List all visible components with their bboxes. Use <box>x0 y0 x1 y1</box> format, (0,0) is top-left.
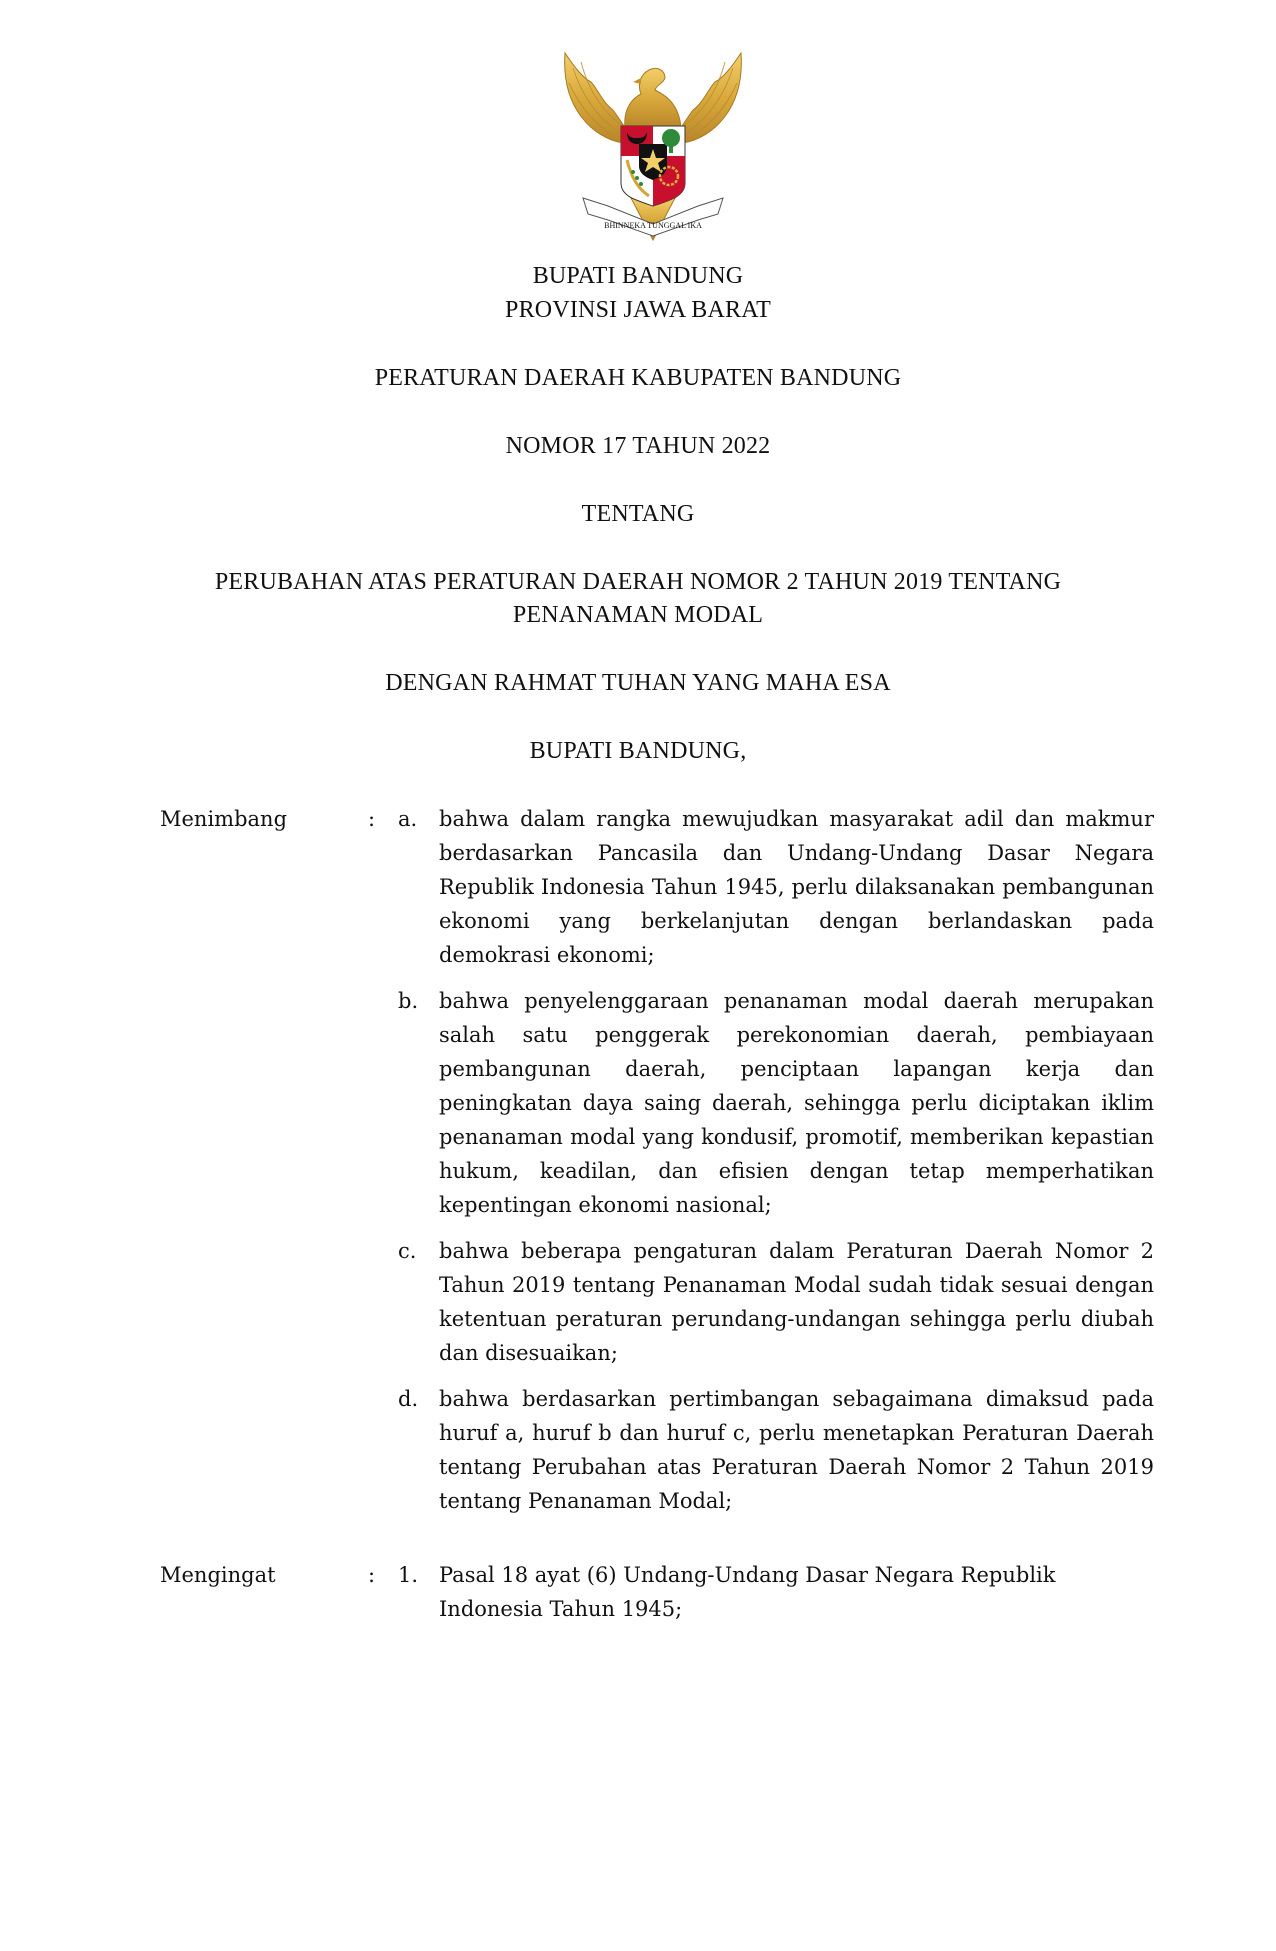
list-marker: c. <box>398 1239 417 1263</box>
mengingat-colon: : <box>368 1563 376 1587</box>
issuer-title: BUPATI BANDUNG <box>532 263 744 289</box>
list-item <box>398 984 1154 1222</box>
province-title: PROVINSI JAWA BARAT <box>505 297 771 323</box>
list-text: Pasal 18 ayat (6) Undang-Undang Dasar Negara Republik Indonesia Tahun 1945; <box>439 1563 1056 1621</box>
menimbang-section <box>160 802 1154 1530</box>
mengingat-list <box>398 1558 1154 1638</box>
mengingat-label: Mengingat <box>160 1563 276 1587</box>
mengingat-section <box>160 1558 1154 1638</box>
list-text: bahwa berdasarkan pertimbangan sebagaimana dimaksud pada huruf a, huruf b dan huruf c, perlu menetapkan Peraturan Daerah tentang Perubahan atas Peraturan Daerah Nomor 2 Tahun 2019 tentang Penanaman Modal; <box>439 1387 1154 1513</box>
blessing-heading: DENGAN RAHMAT TUHAN YANG MAHA ESA <box>385 670 891 696</box>
regulation-number: NOMOR 17 TAHUN 2022 <box>505 433 771 459</box>
list-text: bahwa penyelenggaraan penanaman modal daerah merupakan salah satu penggerak perekonomian daerah, pembiayaan pembangunan daerah, penciptaan lapangan kerja dan peningkatan daya saing daerah, sehingga perlu diciptakan iklim penanaman modal yang kondusif, promotif, memberikan kepastian hukum, keadilan, dan efisien dengan tetap memperhatikan kepentingan ekonomi nasional; <box>439 989 1154 1217</box>
garuda-pancasila-emblem <box>553 48 753 244</box>
list-marker: 1. <box>398 1563 419 1587</box>
regulation-title-line2: PENANAMAN MODAL <box>512 602 764 628</box>
list-marker: d. <box>398 1387 419 1411</box>
menimbang-label: Menimbang <box>160 807 288 831</box>
list-item <box>398 1382 1154 1518</box>
emblem-motto: BHINNEKA TUNGGAL IKA <box>604 221 702 230</box>
list-marker: b. <box>398 989 419 1013</box>
menimbang-colon: : <box>368 807 376 831</box>
list-marker: a. <box>398 807 418 831</box>
issuer-signoff: BUPATI BANDUNG, <box>529 738 747 764</box>
list-item <box>398 1558 1154 1626</box>
garuda-emblem-icon <box>553 48 753 244</box>
list-item <box>398 1234 1154 1370</box>
regulation-title-line1: PERUBAHAN ATAS PERATURAN DAERAH NOMOR 2 TAHUN 2019 TENTANG <box>214 569 1062 595</box>
list-item <box>398 802 1154 972</box>
list-text: bahwa dalam rangka mewujudkan masyarakat adil dan makmur berdasarkan Pancasila dan Undang-Undang Dasar Negara Republik Indonesia Tahun 1945, perlu dilaksanakan pembangunan ekonomi yang berkelanjutan dengan berlandaskan pada demokrasi ekonomi; <box>439 807 1154 967</box>
regulation-type: PERATURAN DAERAH KABUPATEN BANDUNG <box>374 365 902 391</box>
menimbang-list <box>398 802 1154 1530</box>
list-text: bahwa beberapa pengaturan dalam Peraturan Daerah Nomor 2 Tahun 2019 tentang Penanaman Modal sudah tidak sesuai dengan ketentuan peraturan perundang-undangan sehingga perlu diubah dan disesuaikan; <box>439 1239 1154 1365</box>
about-heading: TENTANG <box>581 501 695 527</box>
